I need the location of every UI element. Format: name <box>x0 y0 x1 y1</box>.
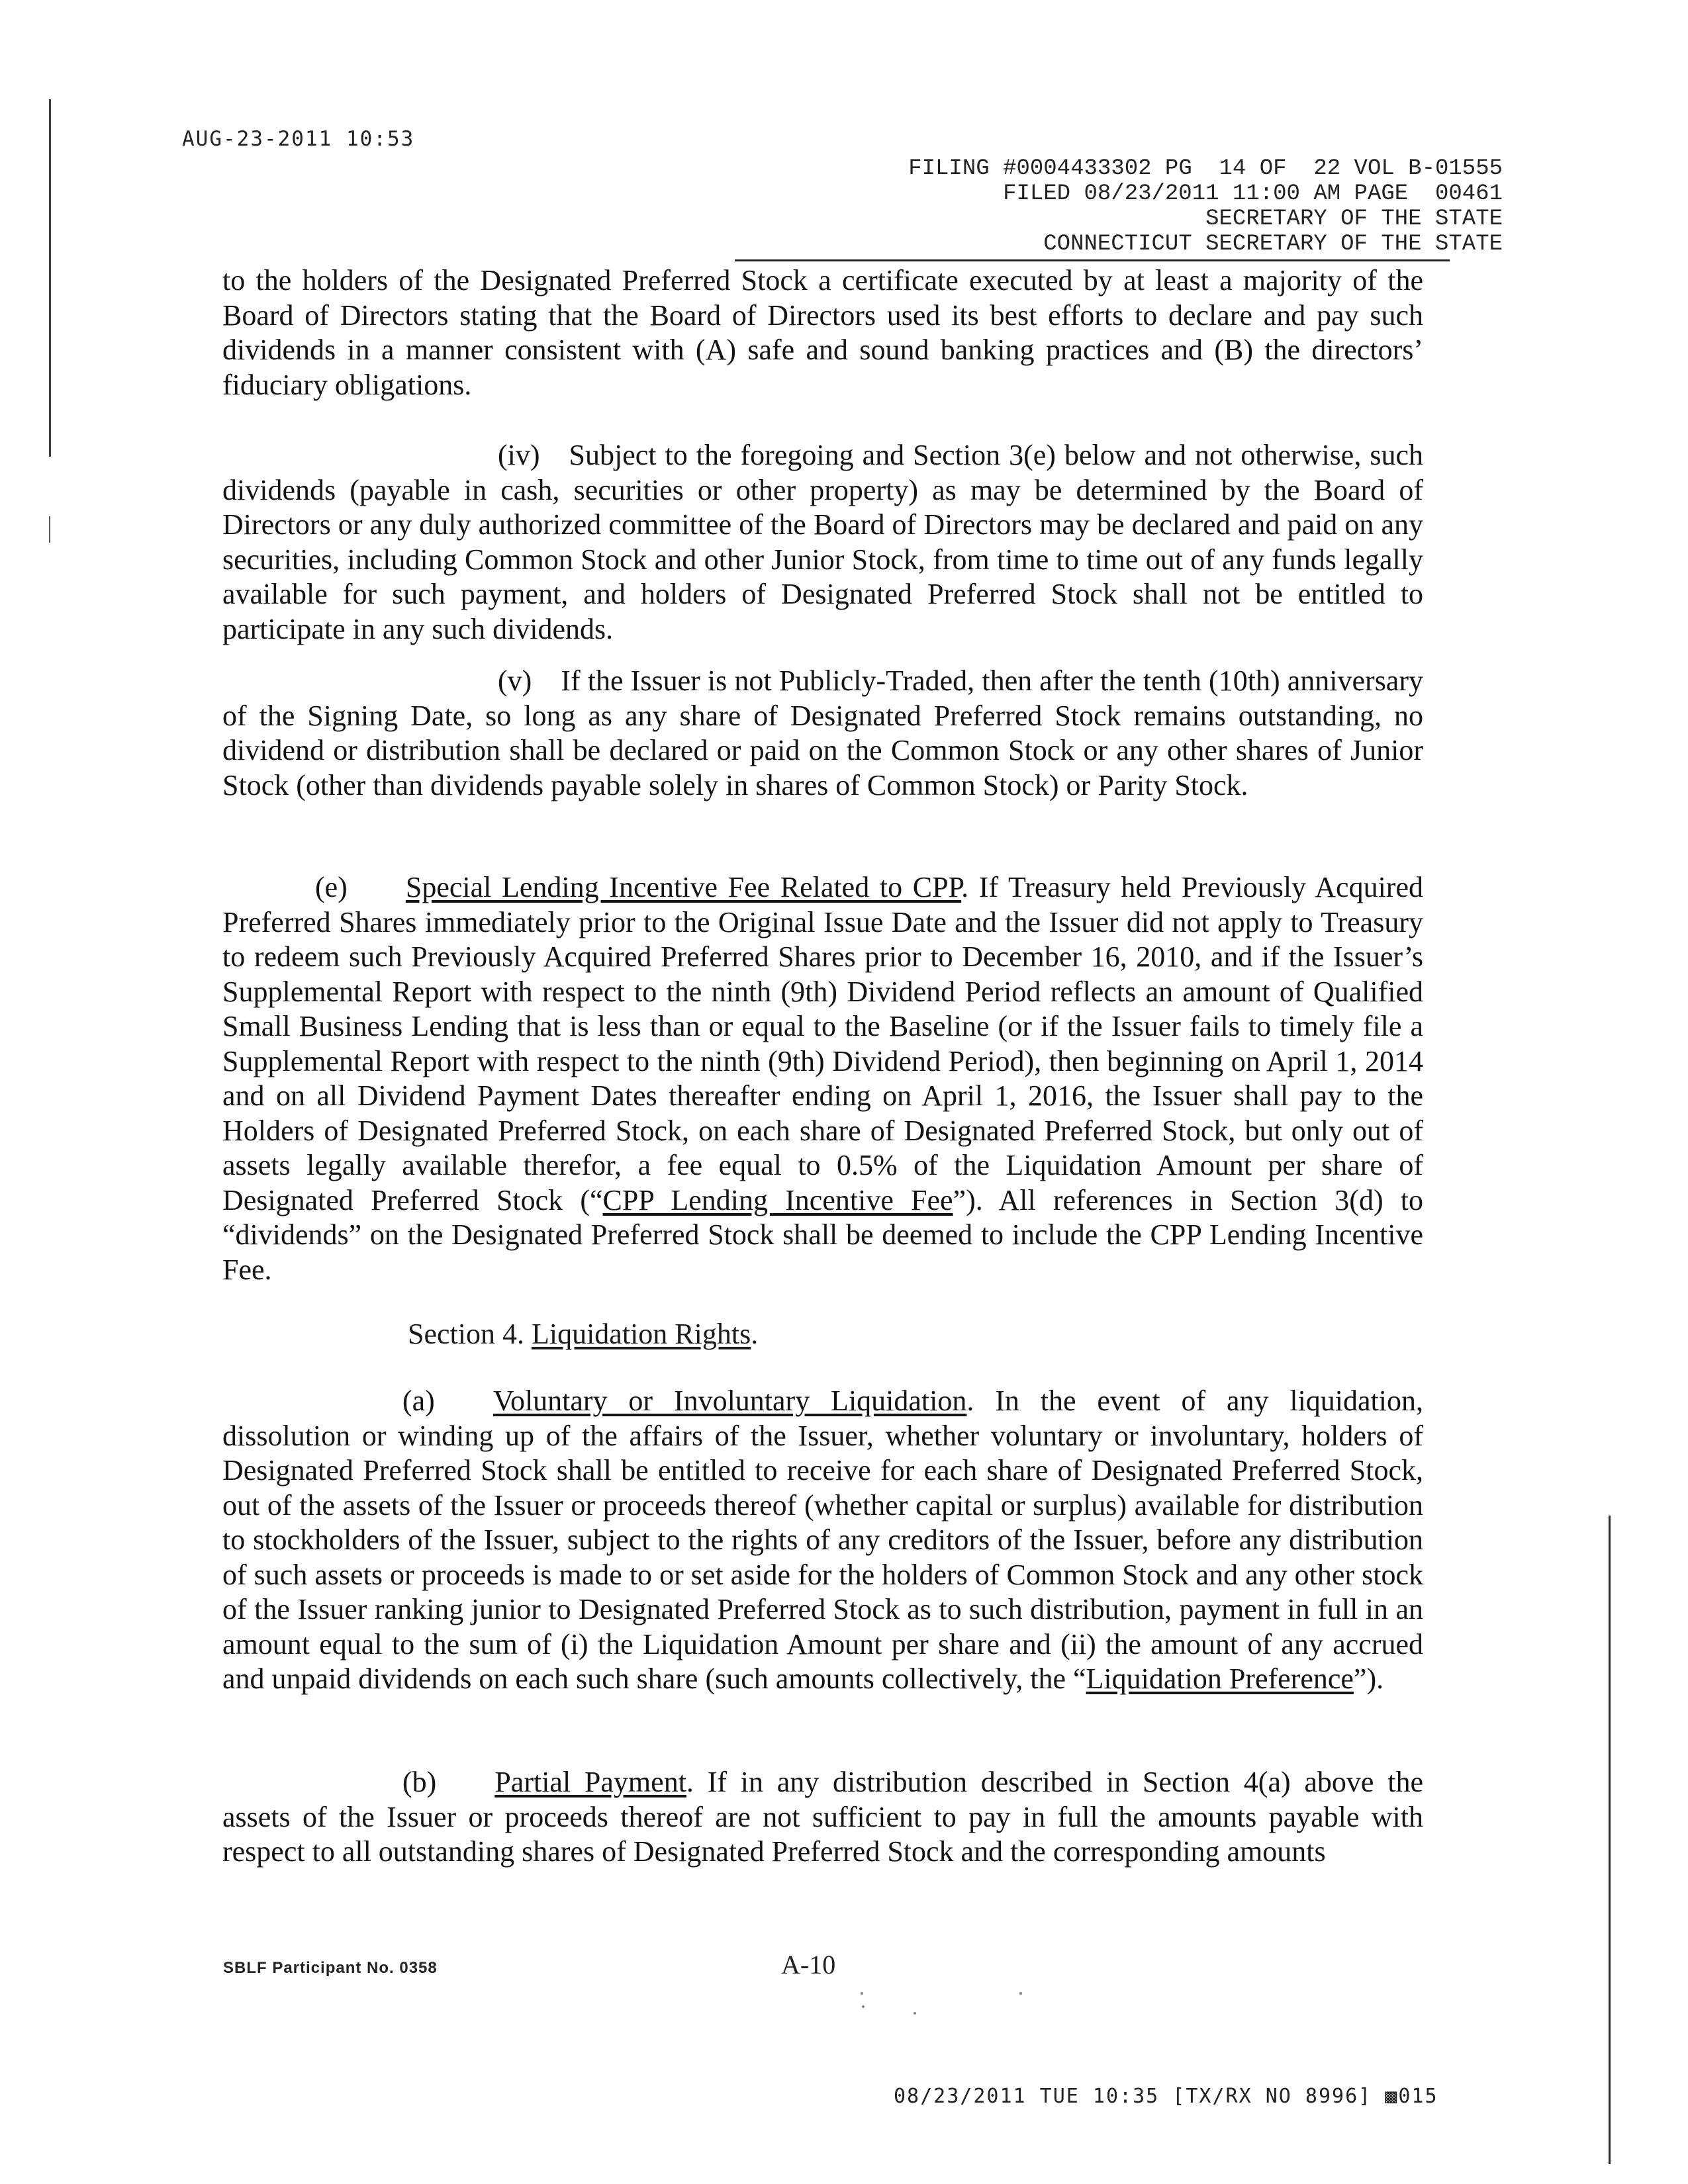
filing-stamp-line1: FILING #0004433302 PG 14 OF 22 VOL B-01555 <box>908 156 1503 181</box>
filing-stamp-line2: FILED 08/23/2011 11:00 AM PAGE 00461 <box>1003 181 1503 206</box>
scan-edge-right <box>1609 1516 1611 2164</box>
paragraph-4a-label: (a) <box>402 1385 435 1417</box>
section-4-heading: Section 4. Liquidation Rights. <box>408 1318 759 1350</box>
paragraph-v: (v) If the Issuer is not Publicly-Traded, then after the tenth (10th) anniversary of the Signing Date, so long as any share of Designated Preferred Stock remains outstanding, no dividend or distribution shall be declared or paid on the Common Stock or any other shares of Junior Stock (other than dividends payable solely in shares of Common Stock) or Parity Stock. <box>222 664 1423 801</box>
page-number: A-10 <box>781 1950 836 1979</box>
paragraph-4b-label: (b) <box>402 1766 437 1798</box>
scan-edge-left <box>49 99 51 457</box>
scan-speck <box>914 2012 916 2015</box>
fax-header-timestamp: AUG-23-2011 10:53 <box>182 127 415 151</box>
paragraph-e: (e) Special Lending Incentive Fee Related to CPP. If Treasury held Previously Acquired Preferred Shares immediately prior to the Original Issue Date and the Issuer did not apply to Treasury to redeem such Previously Acquired Preferred Shares prior to December 16, 2010, and if the Issuer’s Supplemental Report with respect to the ninth (9th) Dividend Period reflects an amount of Qualified Small Business Lending that is less than or equal to the Baseline (or if the Issuer fails to timely file a Supplemental Report with respect to the ninth (9th) Dividend Period), then beginning on April 1, 2014 and on all Dividend Payment Dates thereafter ending on April 1, 2016, the Issuer shall pay to the Holders of Designated Preferred Stock, on each share of Designated Preferred Stock, but only out of assets legally available therefor, a fee equal to 0.5% of the Liquidation Amount per share of Designated Preferred Stock (“CPP Lending Incentive Fee”). All references in Section 3(d) to “dividends” on the Designated Preferred Stock shall be deemed to include the CPP Lending Incentive Fee. <box>222 871 1423 1286</box>
paragraph-4b: (b) Partial Payment. If in any distribution described in Section 4(a) above the assets of the Issuer or proceeds thereof are not sufficient to pay in full the amounts payable with respect to all outstanding shares of Designated Preferred Stock and the corresponding amounts <box>222 1766 1423 1868</box>
scan-speck <box>1019 1992 1022 1995</box>
paragraph-4a-heading: Voluntary or Involuntary Liquidation <box>492 1385 967 1417</box>
paragraph-continuation: to the holders of the Designated Preferred Stock a certificate executed by at least a majority of the Board of Directors stating that the Board of Directors used its best efforts to declare and pay such dividends in a manner consistent with (A) safe and sound banking practices and (B) the directors’ fiduciary obligations. <box>222 264 1423 401</box>
scan-speck <box>862 2005 865 2008</box>
filing-stamp-line4: CONNECTICUT SECRETARY OF THE STATE <box>1043 232 1503 257</box>
paragraph-iv: (iv) Subject to the foregoing and Section 3(e) below and not otherwise, such dividends (payable in cash, securities or other property) as may be determined by the Board of Directors or any duly authorized committee of the Board of Directors may be declared and paid on any securities, including Common Stock and other Junior Stock, from time to time out of any funds legally available for such payment, and holders of Designated Preferred Stock shall not be entitled to participate in any such dividends. <box>222 439 1423 645</box>
paragraph-4b-heading: Partial Payment <box>494 1766 686 1798</box>
scan-speck <box>861 1992 863 1995</box>
paragraph-4a: (a) Voluntary or Involuntary Liquidation. In the event of any liquidation, dissolution or winding up of the affairs of the Issuer, whether voluntary or involuntary, holders of Designated Preferred Stock shall be entitled to receive for each share of Designated Preferred Stock, out of the assets of the Issuer or proceeds thereof (whether capital or surplus) available for distribution to stockholders of the Issuer, subject to the rights of any creditors of the Issuer, before any distribution of such assets or proceeds is made to or set aside for the holders of Common Stock and any other stock of the Issuer ranking junior to Designated Preferred Stock as to such distribution, payment in full in an amount equal to the sum of (i) the Liquidation Amount per share and (ii) the amount of any accrued and unpaid dividends on each such share (such amounts collectively, the “Liquidation Preference”). <box>222 1385 1423 1695</box>
section-4-title: Liquidation Rights <box>531 1318 751 1350</box>
scan-edge-left-fragment <box>49 516 50 543</box>
filing-stamp-line3: SECRETARY OF THE STATE <box>1205 206 1503 232</box>
paragraph-e-label: (e) <box>315 871 348 903</box>
paragraph-e-heading: Special Lending Incentive Fee Related to CPP <box>405 871 962 903</box>
liquidation-preference-term: Liquidation Preference <box>1086 1662 1354 1695</box>
filing-stamp <box>688 156 1503 257</box>
sblf-participant-number: SBLF Participant No. 0358 <box>223 1959 438 1977</box>
stamp-divider <box>735 259 1450 261</box>
fax-transmission-footer: 08/23/2011 TUE 10:35 [TX/RX NO 8996] ▩015 <box>894 2085 1438 2108</box>
cpp-lending-incentive-fee-term: CPP Lending Incentive Fee <box>602 1183 953 1216</box>
